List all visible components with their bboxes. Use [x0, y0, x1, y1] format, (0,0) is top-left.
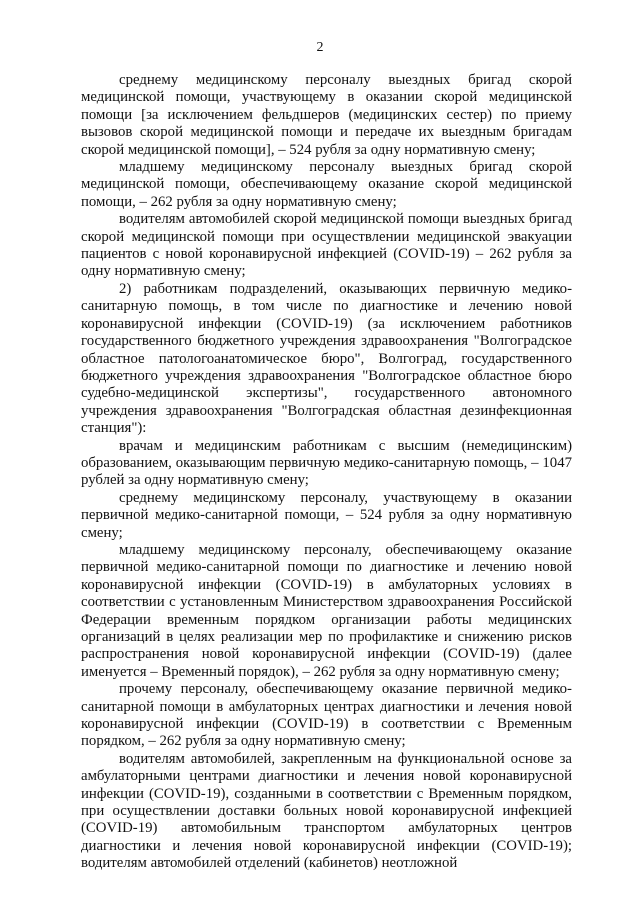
- paragraph-other-staff: прочему персоналу, обеспечивающему оказание первичной медико-санитарной помощи в амбулаторных центрах диагностики и лечения новой коронавирусной инфекции (COVID-19) в соответствии с Временным порядком, – 262 рубля за одну нормативную смену;: [81, 681, 572, 750]
- page-number: 2: [316, 40, 324, 55]
- document-body: [81, 72, 572, 873]
- paragraph-drivers-centers: водителям автомобилей, закрепленным на функциональной основе за амбулаторными центрами диагностики и лечения новой коронавирусной инфекции (COVID-19), созданными в соответствии с Временным порядком, при осуществлении доставки больных новой коронавирусной инфекцией (COVID-19) автомобильным транспортом амбулаторных центров диагностики и лечения новой коронавирусной инфекции (COVID-19); водителям автомобилей отделений (кабинетов) неотложной: [81, 750, 572, 872]
- paragraph-junior-staff-ambulance: младшему медицинскому персоналу выездных бригад скорой медицинской помощи, обеспечивающему оказание скорой медицинской помощи, – 262 рубля за одну нормативную смену;: [81, 159, 572, 210]
- paragraph-junior-staff-primary: младшему медицинскому персоналу, обеспечивающему оказание первичной медико-санитарной помощи по диагностике и лечению новой коронавирусной инфекции (COVID-19) в амбулаторных условиях в соответствии с установленным Министерством здравоохранения Российской Федерации временным порядком организации работы медицинских организаций в целях реализации мер по профилактике и снижению рисков распространения новой коронавирусной инфекции (COVID-19) (далее именуется – Временный порядок), – 262 рубля за одну нормативную смену;: [81, 541, 572, 680]
- paragraph-mid-level-staff: среднему медицинскому персоналу, участвующему в оказании первичной медико-санитарной помощи, – 524 рубля за одну нормативную смену;: [81, 489, 572, 541]
- paragraph-ambulance-drivers: водителям автомобилей скорой медицинской помощи выездных бригад скорой медицинской помощи при осуществлении медицинской эвакуации пациентов с новой коронавирусной инфекцией (COVID-19) – 262 рубля за одну нормативную смену;: [81, 211, 572, 280]
- paragraph-doctors: врачам и медицинским работникам с высшим (немедицинским) образованием, оказывающим первичную медико-санитарную помощь, – 1047 рублей за одну нормативную смену;: [81, 437, 572, 489]
- paragraph-primary-care-units: 2) работникам подразделений, оказывающих первичную медико-санитарную помощь, в том числе по диагностике и лечению новой коронавирусной инфекции (COVID-19) (за исключением работников государственного бюджетного учреждения здравоохранения "Волгоградское областное патологоанатомическое бюро", Волгоград, государственного бюджетного учреждения здравоохранения "Волгоградское областное бюро судебно-медицинской экспертизы", государственного автономного учреждения здравоохранения "Волгоградская областная дезинфекционная станция"):: [81, 280, 572, 437]
- paragraph-feldsher-staff: среднему медицинскому персоналу выездных бригад скорой медицинской помощи, участвующему в оказании скорой медицинской помощи [за исключением фельдшеров (медицинских сестер) по приему вызовов скорой медицинской помощи и передаче их выездным бригадам скорой медицинской помощи], – 524 рубля за одну нормативную смену;: [81, 72, 572, 158]
